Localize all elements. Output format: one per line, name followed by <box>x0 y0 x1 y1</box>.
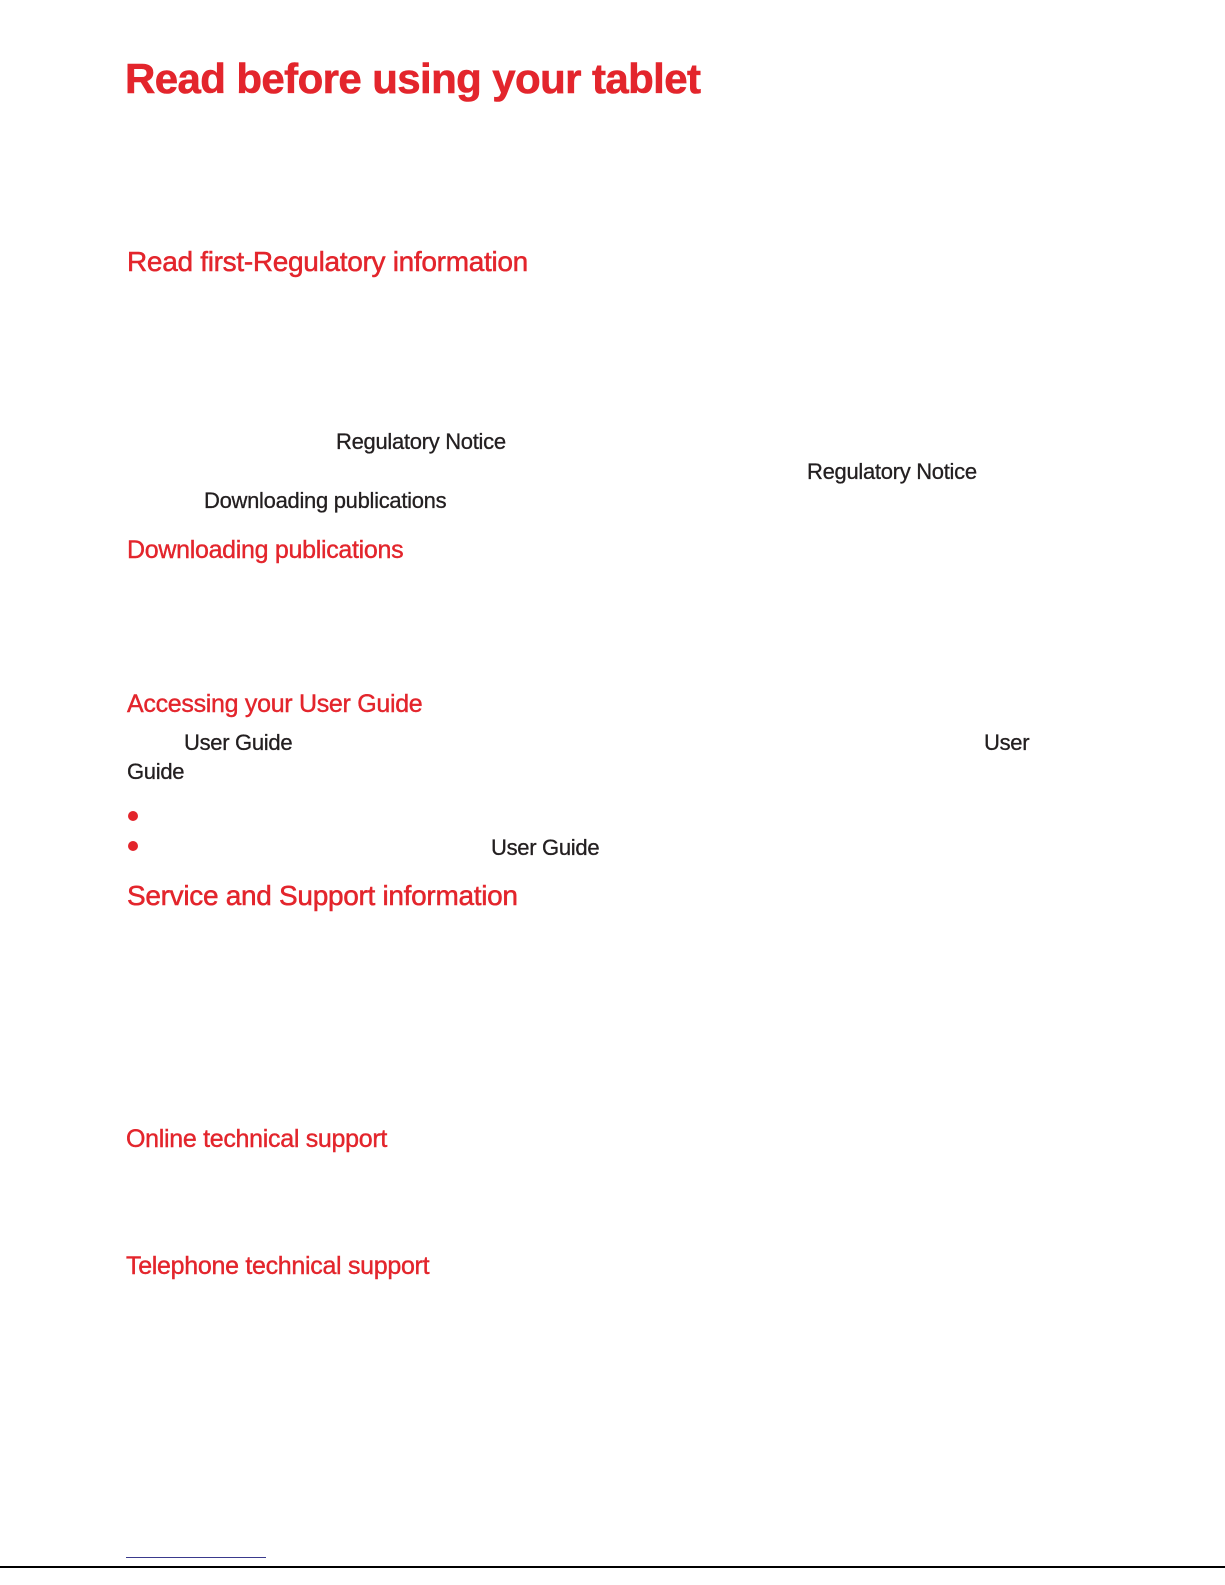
heading-downloading-publications: Downloading publications <box>127 536 404 564</box>
heading-telephone-support: Telephone technical support <box>126 1252 430 1280</box>
heading-accessing-user-guide: Accessing your User Guide <box>127 690 423 718</box>
user-guide-reference-2-part2: Guide <box>127 759 185 784</box>
user-guide-reference: User Guide <box>184 730 293 755</box>
heading-regulatory-information: Read first-Regulatory information <box>127 246 528 277</box>
user-guide-reference-2-part1: User <box>984 730 1030 755</box>
regulatory-notice-reference-2: Regulatory Notice <box>807 459 977 484</box>
page-bottom-edge <box>0 1566 1225 1568</box>
bullet-icon <box>128 811 138 821</box>
heading-service-support: Service and Support information <box>127 880 518 911</box>
downloading-publications-reference: Downloading publications <box>204 488 447 513</box>
bullet-icon <box>128 841 138 851</box>
page-title: Read before using your tablet <box>125 55 701 102</box>
heading-online-support: Online technical support <box>126 1125 388 1153</box>
regulatory-notice-reference: Regulatory Notice <box>336 429 506 454</box>
user-guide-reference-3: User Guide <box>491 835 600 860</box>
footnote-rule <box>126 1557 266 1558</box>
